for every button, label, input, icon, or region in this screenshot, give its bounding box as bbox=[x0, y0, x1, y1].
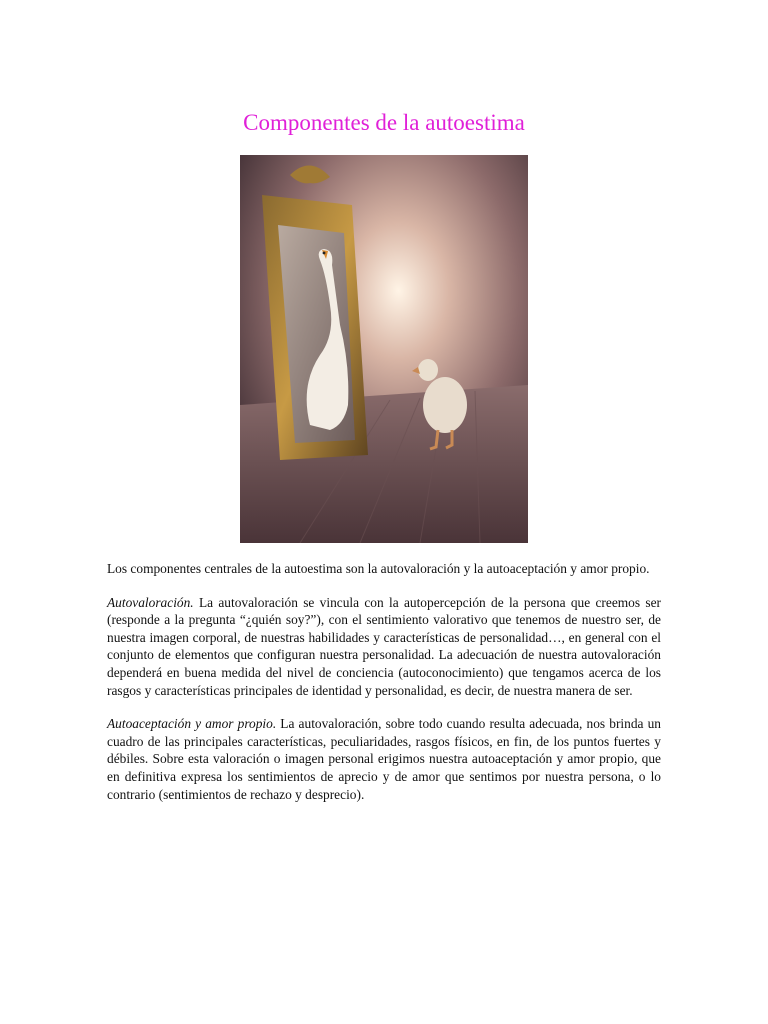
paragraph-lead: Autoaceptación y amor propio. bbox=[107, 716, 277, 732]
paragraph-text: La autovaloración se vincula con la autopercepción de la persona que creemos ser (responde a la pregunta “¿quién soy?”), con el sentimiento valorativo que tenemos de nuestro ser, de nuestra imagen corporal, de nuestras habilidades y características de personalidad…, en general con el conjunto de elementos que configuran nuestra personalidad. La adecuación de nuestra autovaloración dependerá en buena medida del nivel de conciencia (autoconocimiento) que tengamos acerca de los rasgos y características principales de identidad y personalidad, es decir, de nuestra manera de ser. bbox=[107, 594, 661, 698]
illustration-duckling-mirror-swan bbox=[240, 155, 528, 543]
paragraph-autoaceptacion bbox=[107, 715, 661, 803]
paragraph-lead: Autovaloración. bbox=[107, 594, 194, 610]
paragraph-intro bbox=[107, 560, 661, 578]
page-title: Componentes de la autoestima bbox=[243, 110, 525, 135]
paragraph-text: La autovaloración, sobre todo cuando resulta adecuada, nos brinda un cuadro de las principales características, peculiaridades, rasgos físicos, en fin, de los puntos fuertes y débiles. Sobre esta valoración o imagen personal erigimos nuestra autoaceptación y amor propio, que en definitiva expresa los sentimientos de aprecio y de amor que sentimos por nuestra persona, o lo contrario (sentimientos de rechazo y desprecio). bbox=[107, 716, 661, 802]
mirror-frame bbox=[262, 165, 368, 460]
paragraph-autovaloracion bbox=[107, 594, 661, 700]
body-text bbox=[107, 560, 661, 819]
paragraph-text: Los componentes centrales de la autoestima son la autovaloración y la autoaceptación y amor propio. bbox=[107, 561, 650, 576]
